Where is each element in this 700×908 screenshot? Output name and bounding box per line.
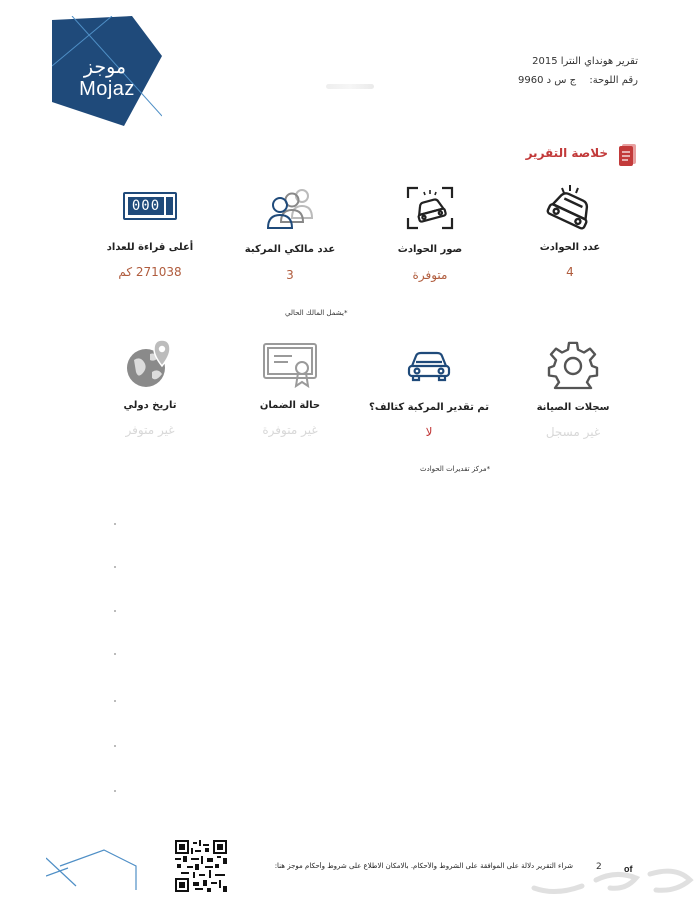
logo-latin-text: Mojaz [79,78,135,100]
stat-label: عدد الحوادث [539,242,601,253]
document-icon [618,143,638,167]
status-international-history [80,338,220,437]
status-value: غير مسجل [545,425,601,439]
status-value: غير متوفر [125,423,175,437]
scan-speck [114,653,116,655]
car-camera-icon [406,186,454,230]
owners-note: *يشمل المالك الحالي [285,309,348,317]
stat-label: أعلى قراءة للعداد [106,242,194,253]
scan-speck [114,745,116,747]
accidents-note: *مركز تقديرات الحوادث [420,465,491,473]
gear-icon [547,340,599,392]
scan-speck [114,523,116,525]
stat-value: 271038 كم [118,265,182,279]
report-title: تقرير هونداي النترا 2015 [532,56,638,67]
stat-odometer [80,192,220,279]
scan-speck [114,566,116,568]
status-maintenance-records [503,340,643,439]
plate-label: رقم اللوحة: [589,75,638,86]
status-label: تاريخ دولي [123,400,177,411]
stat-label: صور الحوادث [397,244,463,255]
status-warranty [220,342,360,437]
odometer-digits: 000 [128,197,164,215]
status-total-loss [359,350,499,439]
logo-arabic-text: موجز [83,56,127,78]
section-title: خلاصة التقرير [525,146,608,160]
page-of-label: of [624,864,633,874]
stat-value: متوفرة [412,268,448,282]
scan-speck [114,790,116,792]
owners-icon [262,186,318,230]
footer-disclaimer: شراء التقرير دلالة على الموافقة على الشروط والأحكام. بالامكان الاطلاع على شروط وأحكام موجز هنا: [274,862,573,870]
page-number: 2 [596,862,602,872]
status-label: حالة الضمان [259,400,321,411]
plate-value: ج س د 9960 [518,75,577,86]
globe-icon [124,338,176,390]
stat-label: عدد مالكي المركبة [244,244,336,255]
scan-speck [114,700,116,702]
scan-smudge [326,84,374,89]
stat-value: 4 [566,265,574,279]
odometer-icon [123,192,177,220]
plate-line [518,75,638,86]
status-label: سجلات الصيانة [536,402,610,413]
car-icon [406,350,452,382]
stat-accident-photos [360,186,500,282]
stat-owners-count [220,186,360,282]
stat-value: 3 [286,268,294,282]
car-crash-icon [544,182,596,234]
status-value: غير متوفرة [262,423,318,437]
haraj-watermark [526,862,696,902]
certificate-icon [262,342,318,388]
scan-speck [114,610,116,612]
status-label: تم تقدير المركبة كتالف؟ [369,402,489,413]
stat-accidents-count [500,182,640,279]
qr-code[interactable] [175,840,227,892]
status-value: لا [425,425,433,439]
footer-logo-outline [46,846,138,890]
